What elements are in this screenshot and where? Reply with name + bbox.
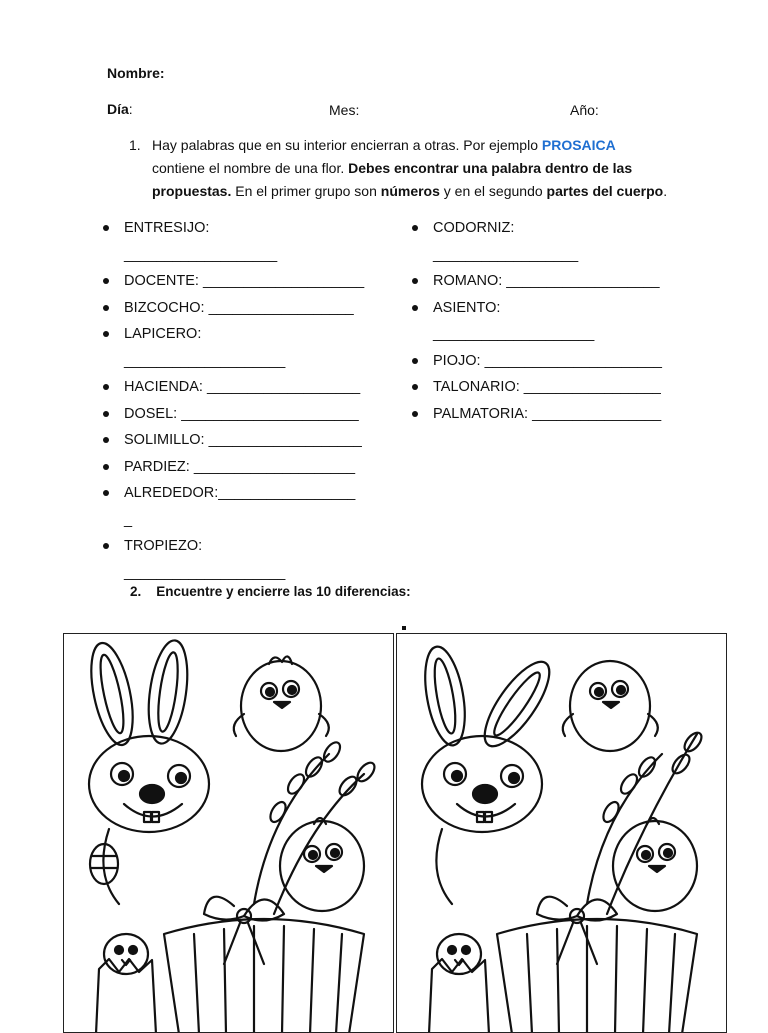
month-label: Mes: xyxy=(329,102,360,118)
list-item: CODORNIZ: __________________ xyxy=(412,215,662,268)
basket-icon xyxy=(497,897,697,1033)
list-right xyxy=(412,215,662,427)
chick-in-egg-icon xyxy=(96,934,156,1033)
list-item: BIZCOCHO: __________________ xyxy=(103,295,365,322)
list-item: DOCENTE: ____________________ xyxy=(103,268,365,295)
example-prefix: P xyxy=(541,137,552,153)
list-left xyxy=(103,215,365,586)
chick-top-icon xyxy=(234,656,329,751)
list-item: ROMANO: ___________________ xyxy=(412,268,662,295)
bunny-icon xyxy=(419,644,561,904)
question-1 xyxy=(129,134,672,203)
list-item: HACIENDA: ___________________ xyxy=(103,374,365,401)
bunny-icon xyxy=(84,638,209,904)
q1-text-2: contiene el nombre de una flor. xyxy=(152,160,349,176)
q1-body-parts: partes del cuerpo xyxy=(546,183,664,199)
list-item: PARDIEZ: ____________________ xyxy=(103,454,365,481)
easter-picture-b xyxy=(396,633,727,1033)
q1-text-4: En el primer grupo son xyxy=(231,183,381,199)
chick-right-icon xyxy=(613,818,697,911)
list-item: PALMATORIA: ________________ xyxy=(412,401,662,428)
question-2 xyxy=(130,584,411,599)
easter-picture-a xyxy=(63,633,394,1033)
example-highlight: ROSA xyxy=(551,137,592,153)
chick-right-icon xyxy=(280,818,364,911)
name-label: Nombre: xyxy=(107,65,165,81)
list-item: DOSEL: ______________________ xyxy=(103,401,365,428)
day-field xyxy=(107,101,133,117)
question-2-number: 2. xyxy=(130,584,142,599)
list-item: TALONARIO: _________________ xyxy=(412,374,662,401)
list-item: ASIENTO: ____________________ xyxy=(412,295,662,348)
question-1-number: 1. xyxy=(129,137,141,153)
divider-mark xyxy=(402,626,406,630)
list-item: ALREDEDOR:_________________ _ xyxy=(103,480,365,533)
day-colon: : xyxy=(128,101,133,117)
list-item: LAPICERO: ____________________ xyxy=(103,321,365,374)
q1-text-6: y en el segundo xyxy=(439,183,547,199)
question-2-title: Encuentre y encierre las 10 diferencias: xyxy=(156,584,411,599)
list-item: SOLIMILLO: ___________________ xyxy=(103,427,365,454)
chick-in-egg-icon xyxy=(429,934,489,1033)
q1-instruction: Debes encontrar una palabra dentro de las propuestas. xyxy=(152,160,633,199)
list-item: PIOJO: ______________________ xyxy=(412,348,662,375)
chick-top-icon xyxy=(563,661,658,751)
list-item: TROPIEZO: ____________________ xyxy=(103,533,365,586)
day-label: Día xyxy=(107,101,129,117)
example-suffix: ICA xyxy=(591,137,616,153)
list-item: ENTRESIJO: ___________________ xyxy=(103,215,365,268)
q1-numbers: números xyxy=(380,183,440,199)
q1-text-1: Hay palabras que en su interior encierran a otras. Por ejemplo xyxy=(152,137,542,153)
basket-icon xyxy=(164,897,364,1033)
q1-text-8: . xyxy=(663,183,668,199)
year-label: Año: xyxy=(570,102,599,118)
